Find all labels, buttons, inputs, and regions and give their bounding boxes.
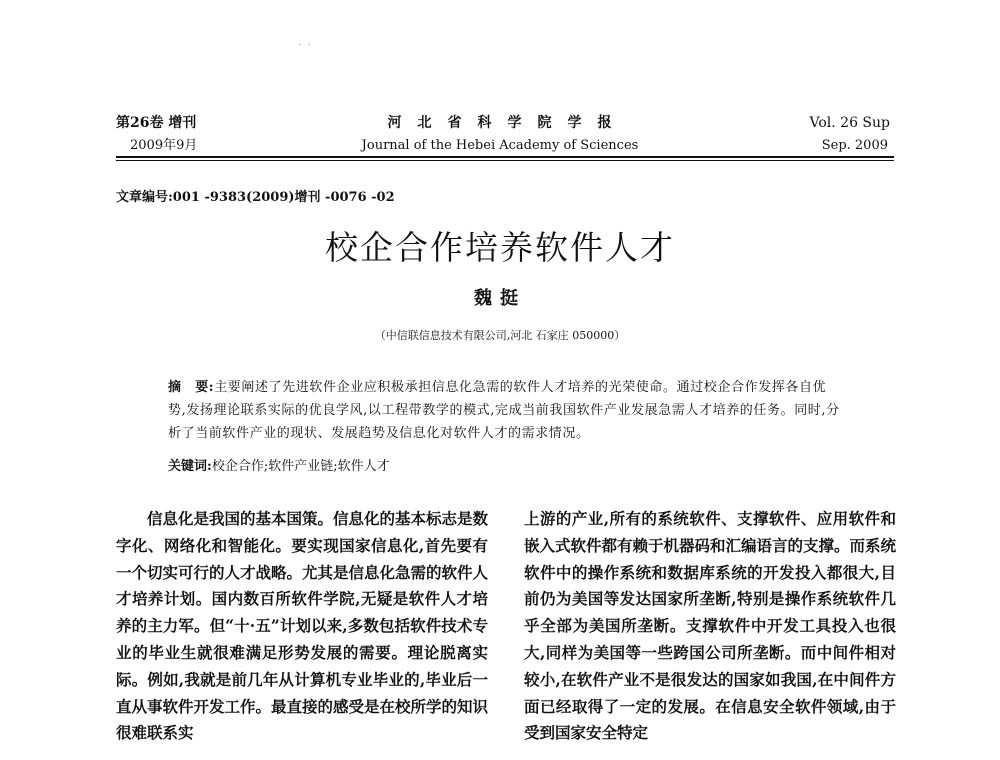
author-affiliation: （中信联信息技术有限公司,河北 石家庄 050000） [374,329,626,342]
header-date: 2009年9月 [130,138,198,153]
abstract-text: 主要阐述了先进软件企业应积极承担信息化急需的软件人才培养的光荣使命。通过校企合作发挥各自优势,发扬理论联系实际的优良学风,以工程带教学的模式,完成当前我国软件产业发展急需人才培养的任务。同时,分析了当前软件产业的现状、发展趋势及信息化对软件人才的需求情况。 [168,380,840,441]
header-date-en: Sep. 2009 [821,138,888,153]
header-rule-thin [116,160,894,161]
body-paragraph-left: 信息化是我国的基本国策。信息化的基本标志是数字化、网络化和智能化。要实现国家信息化,首先要有一个切实可行的人才战略。尤其是信息化急需的软件人才培养计划。国内数百所软件学院,无疑是软件人才培养的主力军。但“十·五”计划以来,多数包括软件技术专业的毕业生就很难满足形势发展的需要。理论脱离实际。例如,我就是前几年从计算机专业毕业的,毕业后一直从事软件开发工作。最直接的感受是在校所学的知识很难联系实 [116,509,489,743]
body-column-right [524,506,896,747]
header-journal-cn: 河 北 省 科 学 院 学 报 [387,115,613,131]
header-volume-en: Vol. 26 Sup [809,115,890,131]
scan-artifact-dots: . . [298,38,313,48]
article-number: 文章编号:001 -9383(2009)增刊 -0076 -02 [116,190,395,205]
header-rule-thick [116,156,894,158]
keywords [168,457,390,477]
body-column-left [116,506,488,747]
article-title: 校企合作培养软件人才 [325,228,675,267]
abstract-label: 摘 要: [168,380,215,395]
abstract [168,376,844,445]
keywords-text: 校企合作;软件产业链;软件人才 [211,459,390,474]
header-journal-en: Journal of the Hebei Academy of Sciences [361,138,639,153]
body-paragraph-right: 上游的产业,所有的系统软件、支撑软件、应用软件和嵌入式软件都有赖于机器码和汇编语言的支撑。而系统软件中的操作系统和数据库系统的开发投入都很大,目前仍为美国等发达国家所垄断,特别是操作系统软件几乎全部为美国所垄断。支撑软件中开发工具投入也很大,同样为美国等一些跨国公司所垄断。而中间件相对较小,在软件产业不是很发达的国家如我国,在中间件方面已经取得了一定的发展。在信息安全软件领域,由于受到国家安全特定 [524,509,897,743]
keywords-label: 关键词: [168,459,212,474]
header-volume: 第26卷 增刊 [116,115,197,131]
author-name: 魏挺 [474,288,526,309]
